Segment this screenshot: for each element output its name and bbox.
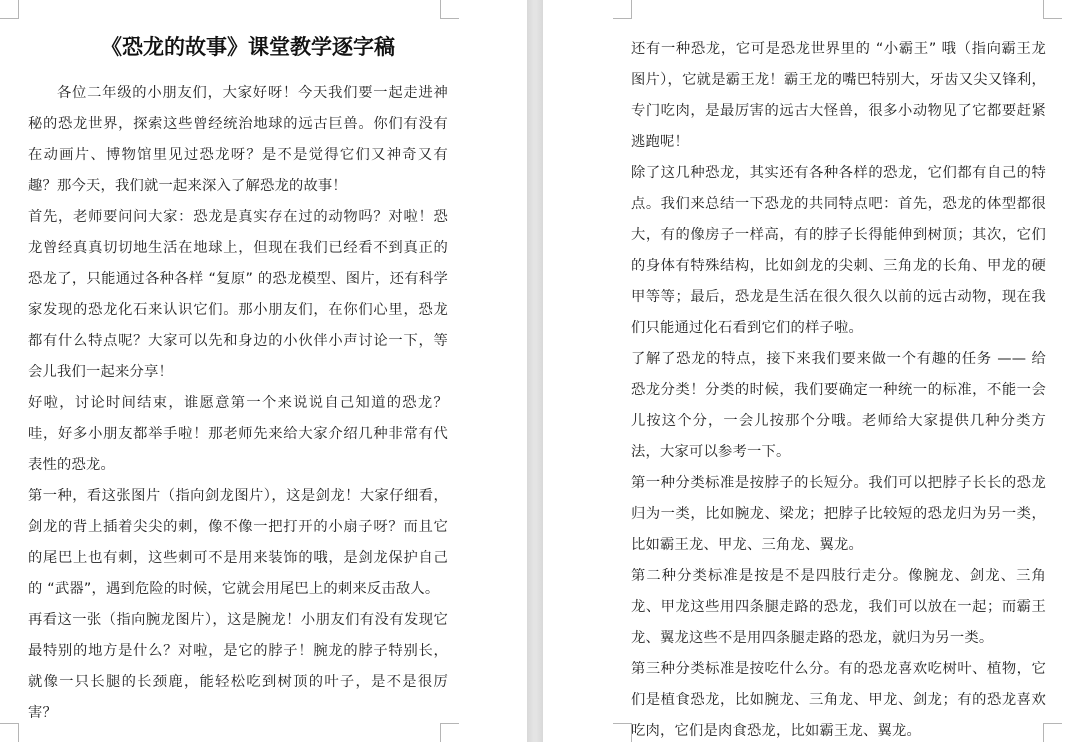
paragraph: 第二种分类标准是按是不是四肢行走分。像腕龙、剑龙、三角龙、甲龙这些用四条腿走路的恐龙，我们可以放在一起；而霸王龙、翼龙这些不是用四条腿走路的恐龙，就归为另一类。 bbox=[631, 568, 1046, 646]
paragraph: 了解了恐龙的特点，接下来我们要来做一个有趣的任务 —— 给恐龙分类！分类的时候，我们要确定一种统一的标准，不能一会儿按这个分，一会儿按那个分哦。老师给大家提供几种分类方法，大家可以参考一下。 bbox=[631, 351, 1046, 460]
page-corner-mark bbox=[0, 723, 19, 742]
page-corner-mark bbox=[613, 0, 632, 19]
paragraph: 还有一种恐龙，它可是恐龙世界里的 “小霸王” 哦（指向霸王龙图片），它就是霸王龙！霸王龙的嘴巴特别大，牙齿又尖又锋利，专门吃肉，是最厉害的远古大怪兽，很多小动物见了它都要赶紧逃跑呢！ bbox=[631, 41, 1046, 150]
paragraph: 第一种分类标准是按脖子的长短分。我们可以把脖子长长的恐龙归为一类，比如腕龙、梁龙；把脖子比较短的恐龙归为另一类，比如霸王龙、甲龙、三角龙、翼龙。 bbox=[631, 475, 1046, 553]
paragraph: 再看这一张（指向腕龙图片），这是腕龙！小朋友们有没有发现它最特别的地方是什么？对啦，是它的脖子！腕龙的脖子特别长，就像一只长腿的长颈鹿，能轻松吃到树顶的叶子，是不是很厉害？ bbox=[28, 612, 448, 721]
document-page-left bbox=[0, 0, 527, 742]
right-page-body bbox=[631, 34, 1046, 747]
page-corner-mark bbox=[613, 723, 632, 742]
document-title: 《恐龙的故事》课堂教学逐字稿 bbox=[101, 34, 395, 59]
paragraph: 首先，老师要问问大家：恐龙是真实存在过的动物吗？对啦！恐龙曾经真真切切地生活在地球上，但现在我们已经看不到真正的恐龙了，只能通过各种各样 “复原” 的恐龙模型、图片，还有科学家发现的恐龙化石来认识它们。那小朋友们，在你们心里，恐龙都有什么特点呢？大家可以先和身边的小伙伴小声讨论一下，等会儿我们一起来分享！ bbox=[28, 209, 448, 380]
paragraph: 第三种分类标准是按吃什么分。有的恐龙喜欢吃树叶、植物，它们是植食恐龙，比如腕龙、三角龙、甲龙、剑龙；有的恐龙喜欢吃肉，它们是肉食恐龙，比如霸王龙、翼龙。 bbox=[631, 661, 1046, 739]
page-corner-mark bbox=[1043, 0, 1062, 19]
paragraph: 好啦，讨论时间结束，谁愿意第一个来说说自己知道的恐龙？哇，好多小朋友都举手啦！那老师先来给大家介绍几种非常有代表性的恐龙。 bbox=[28, 395, 448, 473]
page-corner-mark bbox=[0, 0, 19, 19]
left-page-body bbox=[28, 78, 448, 729]
page-gutter bbox=[527, 0, 543, 742]
paragraph: 除了这几种恐龙，其实还有各种各样的恐龙，它们都有自己的特点。我们来总结一下恐龙的共同特点吧：首先，恐龙的体型都很大，有的像房子一样高，有的脖子长得能伸到树顶；其次，它们的身体有特殊结构，比如剑龙的尖刺、三角龙的长角、甲龙的硬甲等等；最后，恐龙是生活在很久很久以前的远古动物，现在我们只能通过化石看到它们的样子啦。 bbox=[631, 165, 1046, 336]
page-corner-mark bbox=[440, 0, 459, 19]
document-page-right bbox=[543, 0, 1080, 742]
paragraph: 各位二年级的小朋友们，大家好呀！今天我们要一起走进神秘的恐龙世界，探索这些曾经统治地球的远古巨兽。你们有没有在动画片、博物馆里见过恐龙呀？是不是觉得它们又神奇又有趣？那今天，我们就一起来深入了解恐龙的故事！ bbox=[28, 85, 448, 194]
paragraph: 第一种，看这张图片（指向剑龙图片），这是剑龙！大家仔细看，剑龙的背上插着尖尖的刺，像不像一把打开的小扇子呀？而且它的尾巴上也有刺，这些刺可不是用来装饰的哦，是剑龙保护自己的 “武器”，遇到危险的时候，它就会用尾巴上的刺来反击敌人。 bbox=[28, 488, 448, 597]
